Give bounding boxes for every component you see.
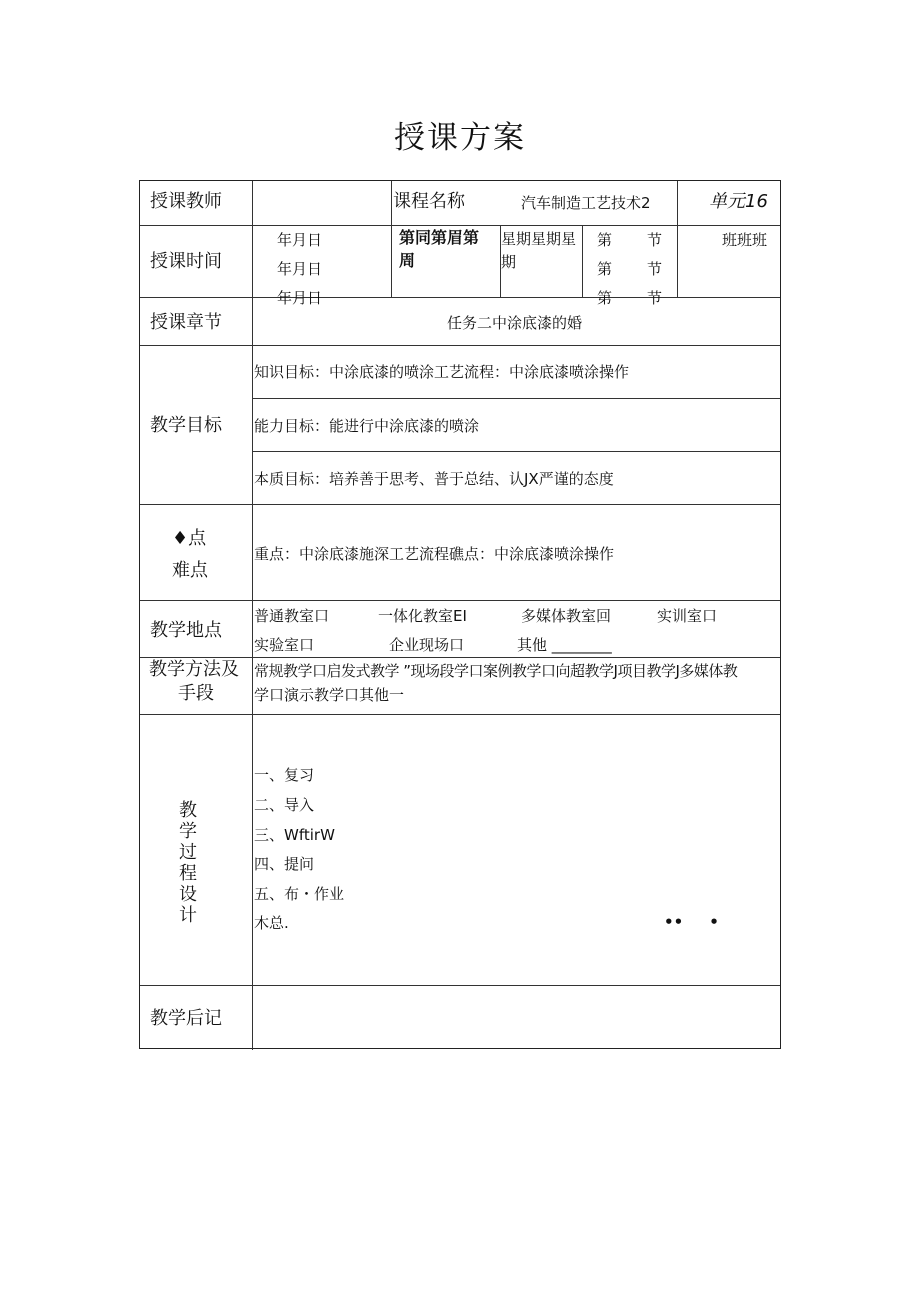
- section-cell: [583, 225, 676, 307]
- date-3: 年月日: [277, 289, 323, 307]
- location-option-integrated[interactable]: 一体化教室EI: [378, 607, 467, 625]
- methods-label-2: 手段: [178, 683, 214, 704]
- process-label: 教学过程设计: [179, 800, 197, 926]
- weeks-line-2: 周: [399, 251, 416, 270]
- objectives-label: 教学目标: [150, 415, 222, 436]
- date-1: 年月日: [277, 231, 323, 249]
- chapter-label: 授课章节: [150, 312, 222, 333]
- page-title: 授课方案: [394, 120, 526, 156]
- weeks-line-1: 第同第眉第: [399, 228, 480, 247]
- process-step-questions: 四、提问: [254, 855, 315, 873]
- keypoints-label-1: ♦点: [172, 528, 207, 549]
- weekday-line-1: 星期星期星: [501, 230, 577, 248]
- chapter-value: 任务二中涂底漆的婚: [447, 314, 583, 332]
- weekday-line-2: 期: [501, 253, 517, 271]
- location-option-enterprise[interactable]: 企业现场口: [389, 636, 465, 654]
- section-first-2: 第: [597, 260, 613, 278]
- dates-cell: [253, 225, 390, 307]
- section-first-3: 第: [597, 289, 613, 307]
- date-2: 年月日: [277, 260, 323, 278]
- methods-label-1: 教学方法及: [149, 659, 239, 680]
- keypoints-label-2: 难点: [172, 560, 208, 581]
- location-option-classroom[interactable]: 普通教室口: [254, 607, 330, 625]
- course-value: 汽车制造工艺技术2: [521, 194, 651, 212]
- keypoints-value: 重点：中涂底漆施深工艺流程礁点：中涂底漆喷涂操作: [254, 545, 615, 563]
- process-step-summary: 木总.: [254, 914, 289, 932]
- process-step-intro: 二、导入: [254, 796, 315, 814]
- methods-line-1: 常规教学口启发式教学 ”现场段学口案例教学口向超教学J项目教学J多媒体教: [254, 662, 738, 680]
- objective-quality: 本质目标：培养善于思考、普于总结、认JX严谨的态度: [254, 470, 614, 488]
- process-step-homework: 五、布・作业: [254, 885, 345, 903]
- location-option-training[interactable]: 实训室口: [657, 607, 718, 625]
- time-label: 授课时间: [150, 251, 222, 272]
- section-second-2: 节: [647, 260, 663, 278]
- objective-ability: 能力目标：能进行中涂底漆的喷涂: [254, 417, 480, 435]
- unit-label: 单元16: [709, 191, 768, 212]
- section-first-1: 第: [597, 231, 613, 249]
- section-second-1: 节: [647, 231, 663, 249]
- methods-line-2: 学口演示教学口其他一: [254, 686, 405, 704]
- classes-value: 班班班: [722, 231, 768, 249]
- process-step-review: 一、复习: [254, 766, 315, 784]
- objective-knowledge: 知识目标：中涂底漆的喷涂工艺流程：中涂底漆喷涂操作: [254, 363, 630, 381]
- process-dots: •• •: [664, 913, 719, 931]
- teacher-label: 授课教师: [150, 191, 222, 212]
- process-step-3: 三、WftirW: [254, 826, 335, 844]
- location-option-other[interactable]: 其他 ________: [517, 636, 612, 654]
- location-option-multimedia[interactable]: 多媒体教室回: [521, 607, 612, 625]
- location-label: 教学地点: [150, 620, 222, 641]
- location-option-lab[interactable]: 实验室口: [254, 636, 315, 654]
- section-second-3: 节: [647, 289, 663, 307]
- course-label: 课程名称: [393, 191, 465, 212]
- notes-label: 教学后记: [150, 1008, 222, 1029]
